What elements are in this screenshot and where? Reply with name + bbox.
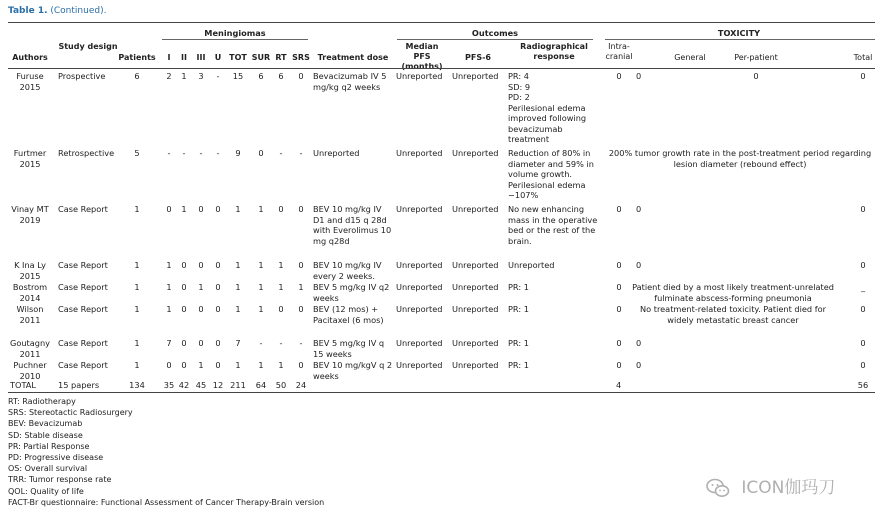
cell-treatment: BEV 10 mg/kgV q 2 weeks <box>313 360 393 381</box>
cell-srs: 0 <box>298 360 304 370</box>
total-intra: 4 <box>616 380 622 390</box>
header-perpatient: Per-patient <box>734 53 778 62</box>
cell-general: 0 <box>636 71 642 81</box>
total-ii: 42 <box>178 380 190 390</box>
cell-patients: 1 <box>134 304 140 314</box>
cell-patients: 6 <box>134 71 140 81</box>
cell-sur: 1 <box>258 360 264 370</box>
cell-design: Case Report <box>58 282 108 292</box>
cell-treatment: BEV 5 mg/kg IV q 15 weeks <box>313 338 385 359</box>
cell-design: Case Report <box>58 204 108 214</box>
cell-author: Bostrom 2014 <box>12 282 48 303</box>
table-caption <box>8 6 106 16</box>
footnote-item: BEV: Bevacizumab <box>8 419 83 429</box>
header-ii: II <box>181 53 187 62</box>
cell-srs: - <box>299 338 303 348</box>
cell-iii: 1 <box>198 282 204 292</box>
header-radio: Radiographical response <box>520 42 588 61</box>
cell-pfs6: Unreported <box>452 204 499 214</box>
cell-design: Retrospective <box>58 148 115 158</box>
cell-treatment: BEV (12 mos) + Pacitaxel (6 mos) <box>313 304 384 325</box>
cell-total: 0 <box>860 260 866 270</box>
group-meningiomas-line <box>162 39 308 40</box>
header-tot: TOT <box>229 53 247 62</box>
cell-treatment: BEV 10 mg/kg IV every 2 weeks. <box>313 260 382 281</box>
cell-total: 0 <box>860 360 866 370</box>
total-total: 56 <box>857 380 869 390</box>
footnote-item: SRS: Stereotactic Radiosurgery <box>8 408 133 418</box>
cell-u: 0 <box>215 360 221 370</box>
table-caption-note: (Continued). <box>50 6 107 16</box>
total-iii: 45 <box>195 380 207 390</box>
cell-tot: 1 <box>235 204 241 214</box>
cell-pfs6: Unreported <box>452 338 499 348</box>
footnote-item: SD: Stable disease <box>8 430 83 440</box>
header-author: Authors <box>12 53 48 62</box>
cell-intra: 0 <box>616 204 622 214</box>
header-general: General <box>674 53 706 62</box>
group-outcomes-line <box>397 39 593 40</box>
cell-i: - <box>167 148 171 158</box>
cell-iii: 0 <box>198 304 204 314</box>
cell-sur: 6 <box>258 71 264 81</box>
cell-radio: PR: 1 <box>508 304 529 314</box>
cell-total: 0 <box>860 71 866 81</box>
total-srs: 24 <box>295 380 307 390</box>
cell-radio: PR: 1 <box>508 282 529 292</box>
cell-srs: 0 <box>298 71 304 81</box>
cell-iii: 1 <box>198 360 204 370</box>
cell-ii: 1 <box>181 71 187 81</box>
group-toxicity: TOXICITY <box>717 28 761 38</box>
cell-u: 0 <box>215 304 221 314</box>
cell-rt: 6 <box>278 71 284 81</box>
cell-rt: 1 <box>278 360 284 370</box>
cell-intra: 0 <box>616 282 622 292</box>
cell-pfs: Unreported <box>396 71 443 81</box>
cell-i: 2 <box>166 71 172 81</box>
cell-radio: PR: 1 <box>508 360 529 370</box>
cell-radio: Reduction of 80% in diameter and 59% in volume growth. Perilesional edema −107% <box>508 148 594 200</box>
cell-radio: PR: 4 SD: 9 PD: 2 Perilesional edema improved following bevacizumab treatment <box>508 71 587 144</box>
cell-rt: 0 <box>278 204 284 214</box>
cell-radio: PR: 1 <box>508 338 529 348</box>
total-sur: 64 <box>255 380 267 390</box>
cell-srs: 0 <box>298 204 304 214</box>
cell-ii: 0 <box>181 304 187 314</box>
header-i: I <box>167 53 171 62</box>
cell-design: Case Report <box>58 338 108 348</box>
cell-iii: 3 <box>198 71 204 81</box>
footnote-item: QOL: Quality of life <box>8 486 84 496</box>
cell-total: 0 <box>860 204 866 214</box>
header-sur: SUR <box>251 53 271 62</box>
cell-intra: 0 <box>616 260 622 270</box>
cell-treatment: BEV 10 mg/kg IV D1 and d15 q 28d with Everolimus 10 mg q28d <box>313 204 392 246</box>
footnote-item: FACT-Br questionnaire: Functional Assessment of Cancer Therapy-Brain version <box>8 497 325 507</box>
cell-design: Case Report <box>58 304 108 314</box>
cell-radio: No new enhancing mass in the operative bed or the rest of the brain. <box>508 204 598 246</box>
header-patients: Patients <box>118 53 156 62</box>
cell-intra: 0 <box>616 360 622 370</box>
cell-pfs6: Unreported <box>452 260 499 270</box>
watermark <box>706 473 835 499</box>
header-srs: SRS <box>292 53 310 62</box>
cell-patients: 1 <box>134 282 140 292</box>
cell-ii: 0 <box>181 260 187 270</box>
cell-iii: 0 <box>198 260 204 270</box>
cell-author: Puchner 2010 <box>13 360 47 381</box>
cell-general: 0 <box>636 360 642 370</box>
cell-patients: 1 <box>134 338 140 348</box>
group-meningiomas: Meningiomas <box>204 28 266 38</box>
cell-u: - <box>216 148 220 158</box>
cell-srs: 1 <box>298 282 304 292</box>
header-total: Total <box>853 53 873 62</box>
cell-tot: 1 <box>235 304 241 314</box>
cell-treatment: Unreported <box>313 148 360 158</box>
cell-intra: 0 <box>616 304 622 314</box>
cell-sur: 1 <box>258 304 264 314</box>
cell-ii: 0 <box>181 282 187 292</box>
cell-ii: 0 <box>181 338 187 348</box>
group-toxicity-line <box>605 39 875 40</box>
cell-author: Goutagny 2011 <box>10 338 51 359</box>
header-design: Study design <box>58 42 118 51</box>
header-pfs6: PFS-6 <box>465 53 491 62</box>
cell-patients: 1 <box>134 260 140 270</box>
footnote-item: TRR: Tumor response rate <box>8 475 112 485</box>
cell-sur: 0 <box>258 148 264 158</box>
footnote-item: RT: Radiotherapy <box>8 397 76 406</box>
table-caption-label: Table 1. <box>8 6 48 16</box>
header-iii: III <box>196 53 206 62</box>
cell-i: 1 <box>166 282 172 292</box>
header-rt: RT <box>275 53 287 62</box>
cell-patients: 5 <box>134 148 140 158</box>
cell-rt: 0 <box>278 304 284 314</box>
cell-pfs: Unreported <box>396 148 443 158</box>
cell-tot: 1 <box>235 260 241 270</box>
cell-ii: 1 <box>181 204 187 214</box>
cell-u: 0 <box>215 204 221 214</box>
bottom-rule <box>8 392 875 393</box>
cell-pfs6: Unreported <box>452 148 499 158</box>
footnote-item: PR: Partial Response <box>8 441 90 451</box>
cell-i: 1 <box>166 260 172 270</box>
total-u: 12 <box>212 380 224 390</box>
cell-tot: 1 <box>235 360 241 370</box>
cell-general: 0 <box>636 338 642 348</box>
cell-total: 0 <box>860 338 866 348</box>
cell-sur: 1 <box>258 204 264 214</box>
cell-rt: - <box>279 338 283 348</box>
cell-tot: 7 <box>235 338 241 348</box>
cell-sur: - <box>259 338 263 348</box>
cell-tot: 1 <box>235 282 241 292</box>
cell-toxicity-note: No treatment-related toxicity. Patient died for widely metastatic breast cancer <box>640 304 826 325</box>
cell-pfs: Unreported <box>396 260 443 270</box>
cell-general: 0 <box>636 204 642 214</box>
cell-pfs: Unreported <box>396 338 443 348</box>
cell-i: 0 <box>166 204 172 214</box>
cell-rt: 1 <box>278 260 284 270</box>
cell-iii: 0 <box>198 204 204 214</box>
cell-author: Wilson 2011 <box>16 304 44 325</box>
cell-perpatient: 0 <box>753 71 759 81</box>
header-treatment: Treatment dose <box>317 53 389 62</box>
footnote-item: PD: Progressive disease <box>8 453 104 462</box>
cell-radio: Unreported <box>508 260 555 270</box>
cell-general: 0 <box>636 260 642 270</box>
cell-toxicity-note: Patient died by a most likely treatment-unrelated fulminate abscess-forming pneumonia <box>632 282 834 303</box>
total-tot: 211 <box>230 380 246 390</box>
cell-author: Vinay MT 2019 <box>11 204 49 225</box>
cell-ii: 0 <box>181 360 187 370</box>
cell-i: 0 <box>166 360 172 370</box>
cell-iii: 0 <box>198 338 204 348</box>
top-rule <box>8 22 875 23</box>
cell-srs: 0 <box>298 260 304 270</box>
cell-design: Prospective <box>58 71 106 81</box>
cell-pfs6: Unreported <box>452 304 499 314</box>
cell-pfs: Unreported <box>396 204 443 214</box>
cell-u: 0 <box>215 338 221 348</box>
cell-total: 0 <box>860 304 866 314</box>
cell-treatment: Bevacizumab IV 5 mg/kg q2 weeks <box>313 71 387 92</box>
cell-rt: - <box>279 148 283 158</box>
cell-i: 7 <box>166 338 172 348</box>
cell-pfs6: Unreported <box>452 71 499 81</box>
cell-intra: 0 <box>616 71 622 81</box>
cell-sur: 1 <box>258 282 264 292</box>
cell-toxicity-note: 200% tumor growth rate in the post-treatment period regarding lesion diameter (rebound effect) <box>608 148 872 169</box>
cell-ii: - <box>182 148 186 158</box>
cell-tot: 15 <box>232 71 244 81</box>
group-outcomes: Outcomes <box>471 28 519 38</box>
header-u: U <box>214 53 222 62</box>
cell-u: 0 <box>215 282 221 292</box>
cell-pfs: Unreported <box>396 360 443 370</box>
cell-u: 0 <box>215 260 221 270</box>
cell-patients: 1 <box>134 204 140 214</box>
cell-author: Furtmer 2015 <box>13 148 47 169</box>
cell-sur: 1 <box>258 260 264 270</box>
cell-design: Case Report <box>58 260 108 270</box>
cell-pfs: Unreported <box>396 282 443 292</box>
cell-tot: 9 <box>235 148 241 158</box>
wechat-icon <box>706 477 730 499</box>
total-rt: 50 <box>275 380 287 390</box>
footnote-item: OS: Overall survival <box>8 464 88 474</box>
watermark-text: ICON伽玛刀 <box>741 478 836 498</box>
cell-iii: - <box>199 148 203 158</box>
total-author: TOTAL <box>10 380 36 390</box>
total-i: 35 <box>163 380 175 390</box>
cell-design: Case Report <box>58 360 108 370</box>
cell-pfs: Unreported <box>396 304 443 314</box>
cell-i: 1 <box>166 304 172 314</box>
cell-pfs6: Unreported <box>452 282 499 292</box>
total-design: 15 papers <box>58 380 100 390</box>
cell-u: - <box>216 71 220 81</box>
cell-total: _ <box>860 282 866 292</box>
header-intra: Intra-cranial <box>605 42 633 61</box>
cell-treatment: BEV 5 mg/kg IV q2 weeks <box>313 282 390 303</box>
cell-srs: 0 <box>298 304 304 314</box>
cell-patients: 1 <box>134 360 140 370</box>
total-patients: 134 <box>129 380 145 390</box>
header-rule <box>8 68 875 69</box>
cell-author: K Ina Ly 2015 <box>14 260 46 281</box>
header-pfs: Median PFS (months) <box>401 42 443 71</box>
cell-srs: - <box>299 148 303 158</box>
cell-rt: 1 <box>278 282 284 292</box>
cell-intra: 0 <box>616 338 622 348</box>
cell-author: Furuse 2015 <box>16 71 44 92</box>
cell-pfs6: Unreported <box>452 360 499 370</box>
